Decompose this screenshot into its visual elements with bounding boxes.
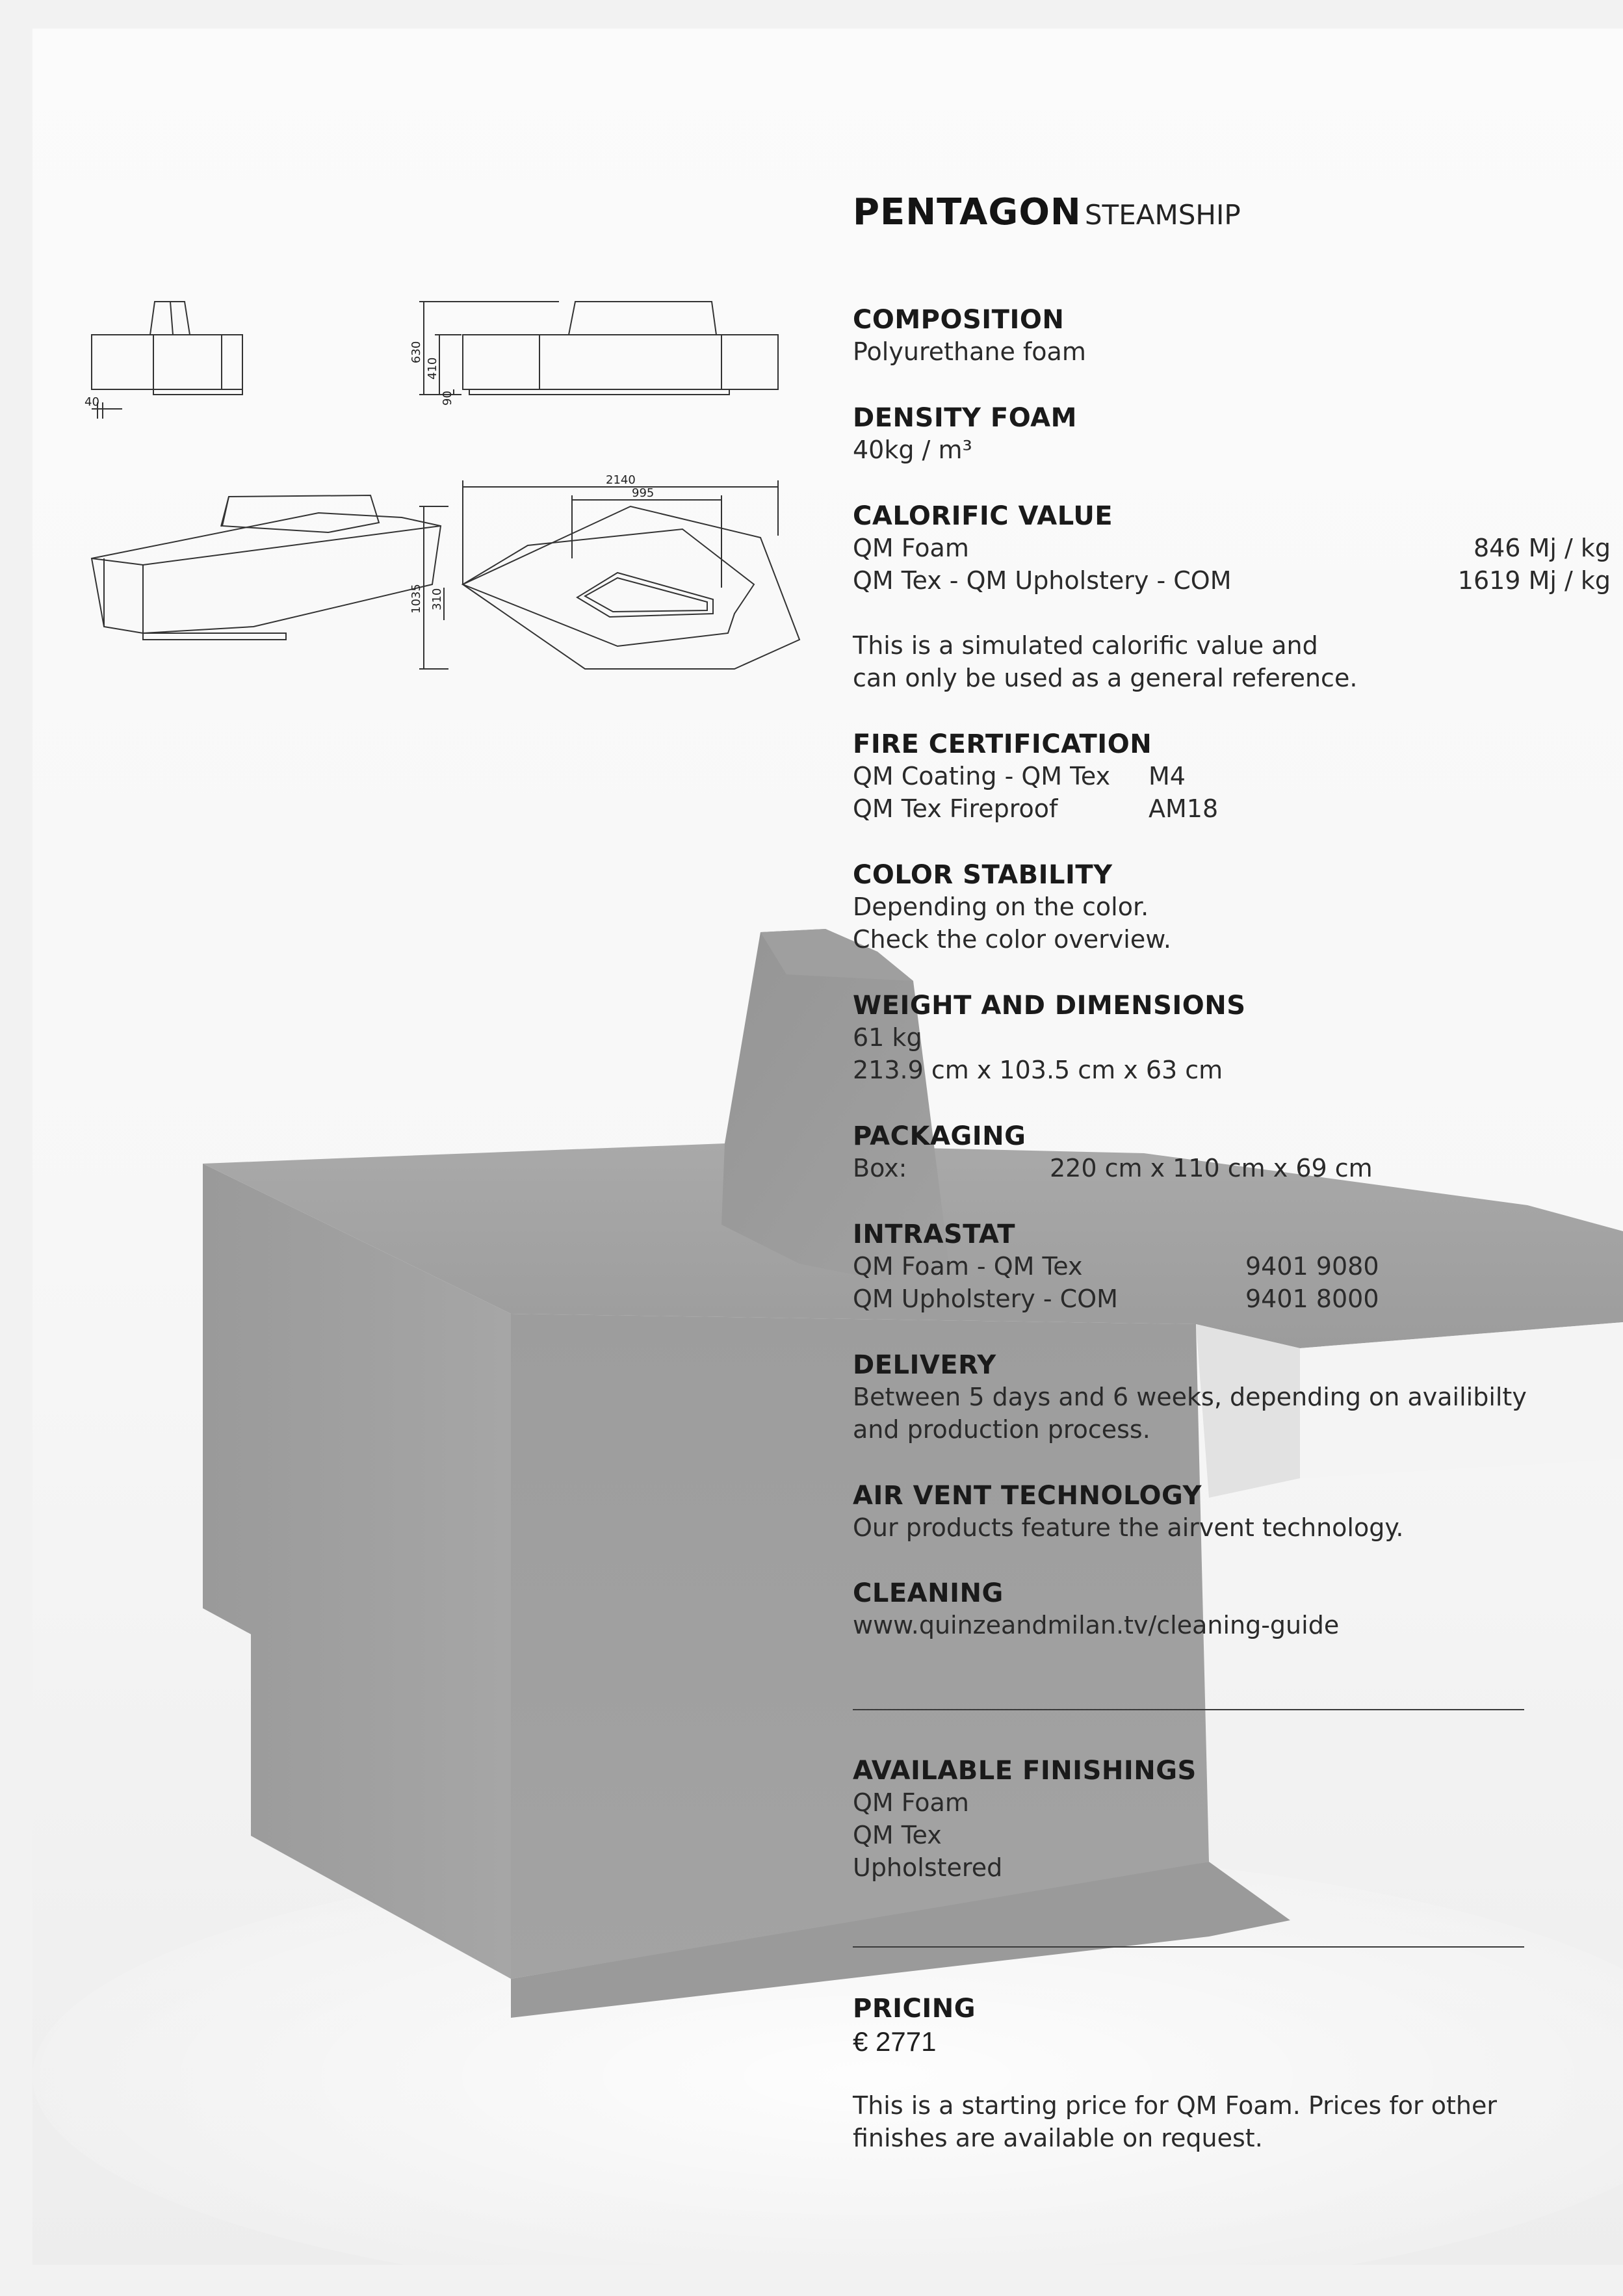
calorific-row-label: QM Foam: [853, 534, 969, 562]
density-value: 40kg / m³: [853, 436, 972, 464]
weight-value: 61 kg: [853, 1023, 922, 1052]
finishing-item: QM Tex: [853, 1821, 942, 1849]
intrastat-row-value: 9401 9080: [1245, 1252, 1379, 1281]
dim-1035: 1035: [409, 584, 423, 614]
divider: [853, 1709, 1524, 1710]
packaging-value: 220 cm x 110 cm x 69 cm: [1050, 1154, 1373, 1182]
density-heading: DENSITY FOAM: [853, 403, 1077, 433]
dimensions-value: 213.9 cm x 103.5 cm x 63 cm: [853, 1056, 1223, 1084]
composition-heading: COMPOSITION: [853, 305, 1065, 335]
calorific-heading: CALORIFIC VALUE: [853, 501, 1113, 531]
delivery-text: Between 5 days and 6 weeks, depending on availibilty: [853, 1383, 1527, 1411]
intrastat-heading: INTRASTAT: [853, 1220, 1016, 1249]
dim-40: 40: [84, 395, 99, 409]
pricing-heading: PRICING: [853, 1994, 976, 2024]
calorific-note: This is a simulated calorific value and: [853, 631, 1318, 660]
dim-995: 995: [632, 486, 655, 500]
fire-heading: FIRE CERTIFICATION: [853, 729, 1152, 759]
finishing-item: QM Foam: [853, 1788, 969, 1817]
cleaning-heading: CLEANING: [853, 1578, 1004, 1608]
packaging-label: Box:: [853, 1154, 907, 1182]
product-title: [853, 191, 1241, 233]
color-stability-text: Depending on the color.: [853, 893, 1149, 921]
side-view-drawing: [92, 302, 242, 419]
fire-row-value: AM18: [1149, 794, 1219, 823]
dim-310: 310: [430, 588, 444, 610]
airvent-heading: AIR VENT TECHNOLOGY: [853, 1481, 1202, 1511]
color-stability-heading: COLOR STABILITY: [853, 860, 1113, 890]
calorific-note: can only be used as a general reference.: [853, 664, 1358, 692]
airvent-text: Our products feature the airvent technology.: [853, 1513, 1404, 1542]
dim-90: 90: [441, 391, 454, 406]
fire-row-label: QM Tex Fireproof: [853, 794, 1058, 823]
technical-drawings: [32, 29, 1623, 744]
dim-410: 410: [426, 357, 439, 380]
intrastat-row-label: QM Upholstery - COM: [853, 1285, 1118, 1313]
plan-view-drawing: [419, 480, 799, 669]
color-stability-text: Check the color overview.: [853, 925, 1171, 954]
cleaning-link[interactable]: www.quinzeandmilan.tv/cleaning-guide: [853, 1611, 1340, 1639]
calorific-row-value: 1619 Mj / kg: [1457, 566, 1611, 595]
weight-heading: WEIGHT AND DIMENSIONS: [853, 991, 1246, 1021]
price-value: € 2771: [853, 2026, 937, 2057]
pricing-note: finishes are available on request.: [853, 2124, 1263, 2152]
calorific-row-label: QM Tex - QM Upholstery - COM: [853, 566, 1232, 595]
delivery-heading: DELIVERY: [853, 1350, 996, 1380]
calorific-row-value: 846 Mj / kg: [1473, 534, 1611, 562]
spec-sheet: [32, 29, 1623, 2265]
product-name: PENTAGON: [853, 191, 1082, 233]
finishings-heading: AVAILABLE FINISHINGS: [853, 1756, 1197, 1786]
fire-row-value: M4: [1149, 762, 1186, 790]
product-subtitle: STEAMSHIP: [1084, 199, 1241, 231]
intrastat-row-label: QM Foam - QM Tex: [853, 1252, 1083, 1281]
divider: [853, 1946, 1524, 1948]
intrastat-row-value: 9401 8000: [1245, 1285, 1379, 1313]
delivery-text: and production process.: [853, 1415, 1150, 1444]
fire-row-label: QM Coating - QM Tex: [853, 762, 1111, 790]
dim-630: 630: [409, 341, 423, 363]
composition-value: Polyurethane foam: [853, 337, 1086, 366]
perspective-view-drawing: [92, 495, 441, 640]
packaging-heading: PACKAGING: [853, 1121, 1026, 1151]
pricing-note: This is a starting price for QM Foam. Prices for other: [853, 2091, 1497, 2120]
front-view-drawing: [419, 302, 778, 395]
dim-2140: 2140: [606, 473, 636, 487]
finishing-item: Upholstered: [853, 1853, 1003, 1882]
